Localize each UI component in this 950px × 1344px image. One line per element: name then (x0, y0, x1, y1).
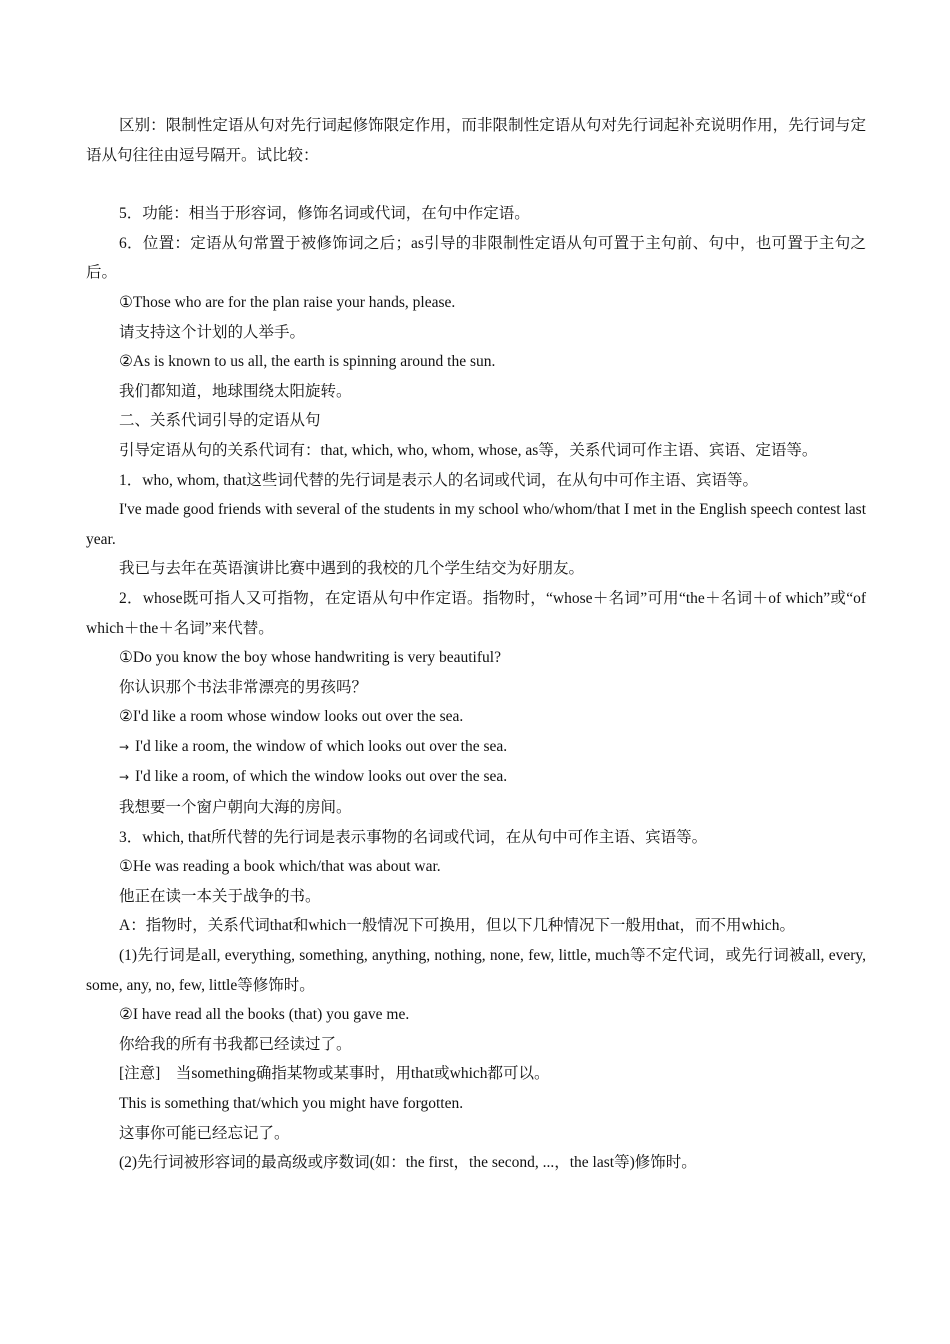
example-sentence: ②I have read all the books (that) you gave me. (119, 1006, 410, 1024)
paragraph-note-a: A：指物时，关系代词that和which一般情况下可换用，但以下几种情况下一般用that，而不用which。 (119, 917, 795, 935)
blank-line (86, 170, 866, 199)
paragraph-whose: 2．whose既可指人又可指物，在定语从句中作定语。指物时，“whose＋名词”可用“the＋名词＋of which”或“of which＋the＋名词”来代替。 (86, 589, 866, 637)
example-translation: 他正在读一本关于战争的书。 (119, 887, 321, 905)
example-translation: 你认识那个书法非常漂亮的男孩吗？ (119, 678, 368, 696)
paragraph-relative-pronouns: 引导定语从句的关系代词有：that, which, who, whom, whose, as等，关系代词可作主语、宾语、定语等。 (119, 441, 818, 459)
example-sentence: I've made good friends with several of the students in my school who/whom/that I met in the English speech contest last year. (86, 501, 866, 548)
right-arrow-icon: → (119, 770, 130, 785)
example-translation: 你给我的所有书我都已经读过了。 (119, 1035, 352, 1053)
example-sentence: ①Those who are for the plan raise your hands, please. (119, 293, 456, 311)
example-sentence: ①Do you know the boy whose handwriting is very beautiful? (119, 649, 501, 667)
paragraph-who-whom-that: 1．who, whom, that这些词代替的先行词是表示人的名词或代词，在从句中可作主语、宾语等。 (119, 471, 758, 489)
paragraph-rule-2: (2)先行词被形容词的最高级或序数词(如：the first，the second, ...，the last等)修饰时。 (119, 1154, 697, 1172)
document-page (86, 111, 866, 1178)
example-translation: 这事你可能已经忘记了。 (119, 1124, 290, 1142)
example-rewrite-text: I'd like a room, the window of which looks out over the sea. (135, 737, 508, 755)
example-sentence: ①He was reading a book which/that was about war. (119, 858, 441, 876)
example-rewrite (86, 732, 866, 763)
example-translation: 我已与去年在英语演讲比赛中遇到的我校的几个学生结交为好朋友。 (119, 560, 585, 578)
example-sentence: ②I'd like a room whose window looks out over the sea. (119, 708, 464, 726)
example-translation: 我们都知道，地球围绕太阳旋转。 (119, 382, 352, 400)
paragraph-which-that: 3．which, that所代替的先行词是表示事物的名词或代词，在从句中可作主语、宾语等。 (119, 828, 708, 846)
section-heading: 二、关系代词引导的定语从句 (119, 412, 321, 430)
example-rewrite-text: I'd like a room, of which the window looks out over the sea. (135, 768, 508, 786)
paragraph-function: 5．功能：相当于形容词，修饰名词或代词，在句中作定语。 (119, 205, 530, 223)
paragraph-difference: 区别：限制性定语从句对先行词起修饰限定作用，而非限制性定语从句对先行词起补充说明作用，先行词与定语从句往往由逗号隔开。试比较： (86, 117, 866, 164)
example-translation: 我想要一个窗户朝向大海的房间。 (119, 799, 352, 817)
paragraph-attention: [注意] 当something确指某物或某事时，用that或which都可以。 (119, 1065, 550, 1083)
example-sentence: This is something that/which you might have forgotten. (119, 1095, 464, 1112)
paragraph-rule-1: (1)先行词是all, everything, something, anything, nothing, none, few, little, much等不定代词，或先行词被all, every, some, any, no, few, little等修饰时。 (86, 947, 866, 994)
right-arrow-icon: → (119, 739, 130, 754)
example-rewrite (86, 762, 866, 793)
paragraph-position: 6．位置：定语从句常置于被修饰词之后；as引导的非限制性定语从句可置于主句前、句中，也可置于主句之后。 (86, 234, 866, 282)
example-translation: 请支持这个计划的人举手。 (119, 323, 306, 341)
example-sentence: ②As is known to us all, the earth is spinning around the sun. (119, 353, 496, 371)
